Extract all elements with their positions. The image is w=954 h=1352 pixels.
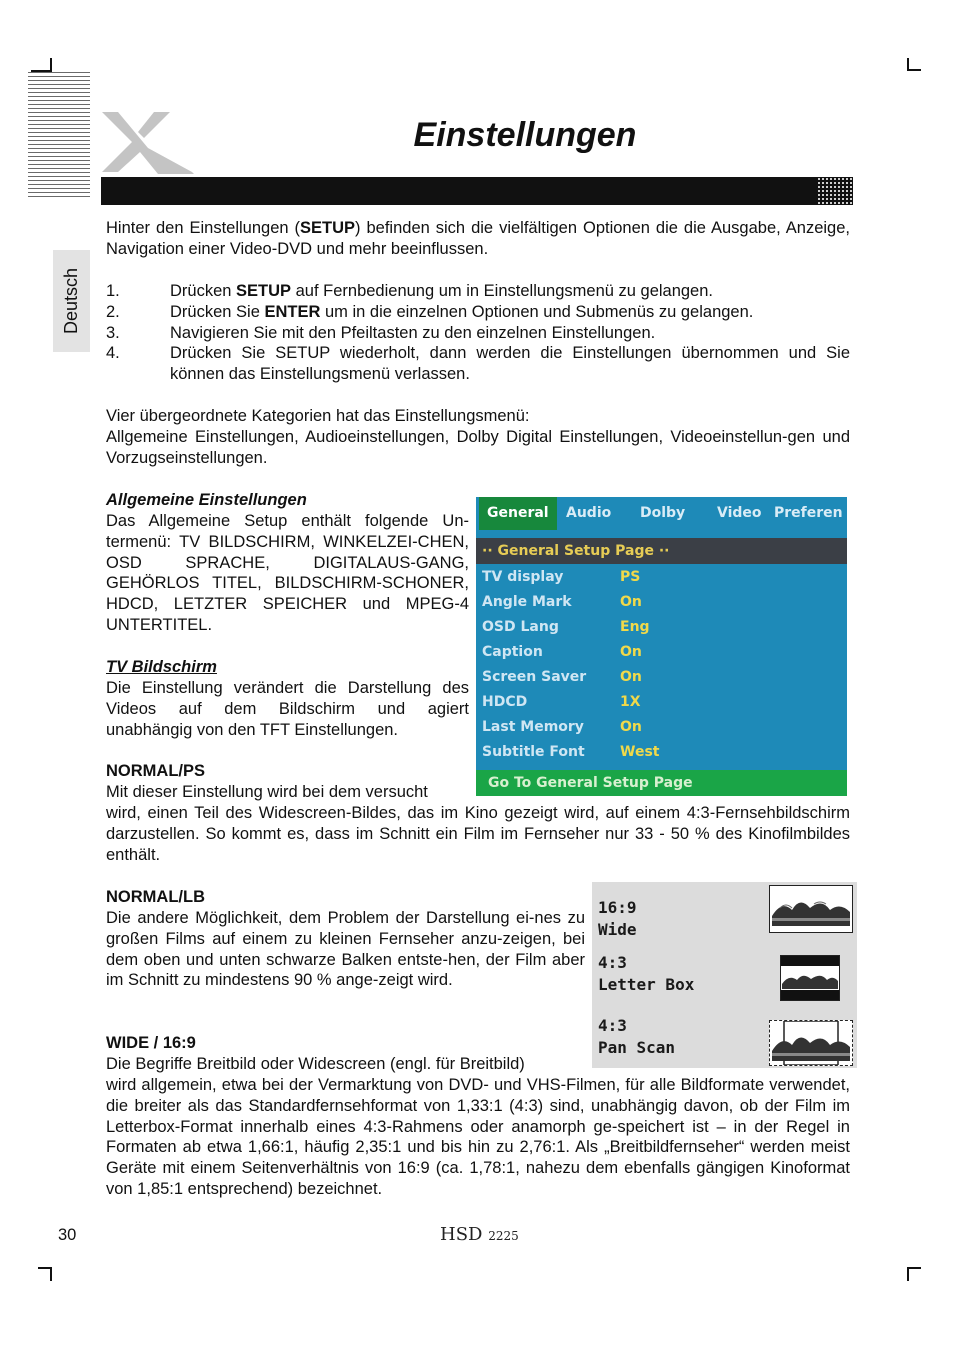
title-bar [101, 177, 853, 205]
page-title: Einstellungen [413, 116, 637, 154]
intro-setup: SETUP [300, 219, 356, 237]
wide-text-short: Die Begriffe Breitbild oder Widescreen (engl. für Breitbild) [106, 1055, 525, 1073]
menu-tab-video: Video [717, 505, 762, 521]
normal-lb-text: Die andere Möglichkeit, dem Problem der Darstellung ei-nes zu großen Films auf einem zu kleinen Fernseher anzu-zeigen, bei dem oben und unten schwarze Balken entste-hen, der Film aber im Schnitt zu mindestens 90 % ange-zeigt wird. [106, 909, 585, 990]
normal-ps-text: wird, einen Teil des Widescreen-Bildes, das im Kino gezeigt wird, auf einem 4:3-Fernsehbildschirm darzustellen. So kommt es, dass im Schnitt ein Film im Fernseher nur 33 - 50 % des Kinofilmbildes enthält. [106, 804, 850, 864]
aspect-label-wide [598, 897, 637, 941]
normal-lb-heading: NORMAL/LB [106, 888, 205, 906]
aspect-label-panscan [598, 1015, 675, 1059]
aspect-ratio: 4:3 [598, 953, 627, 972]
step-text: Navigieren Sie mit den Pfeiltasten zu den einzelnen Einstellungen. [170, 323, 656, 342]
intro-text-a: Hinter den Einstellungen ( [106, 219, 301, 237]
intro-text-b: ) befinden sich die vielfältigen Optionen die die Ausgabe, Anzeige, Navigation einer Video-DVD und mehr beeinflussen. [106, 219, 850, 258]
menu-row-value: Eng [620, 619, 650, 635]
aspect-label-letterbox [598, 952, 694, 996]
intro-paragraph [106, 218, 850, 260]
aspect-ratio: 16:9 [598, 898, 637, 917]
step-bold: ENTER [264, 302, 321, 321]
step-4 [106, 343, 850, 385]
menu-row-label: Caption [482, 644, 543, 660]
categories-intro: Vier übergeordnete Kategorien hat das Einstellungsmenü: [106, 407, 530, 425]
step-number: 1. [106, 282, 120, 300]
step-text: auf Fernbedienung um in Einstellungsmenü zu gelangen. [291, 282, 713, 300]
crop-mark-tl-v [50, 58, 52, 71]
aspect-ratio-illustration [592, 882, 857, 1068]
wide-text: wird allgemein, etwa bei der Vermarktung von DVD- und VHS-Filmen, für alle Bildformate verwendet, die breiter als das Standardfernsehformat von 1,33:1 (4:3) sind, unabhängig davon, ob der Film im Letterbox-Format innerhalb eines 4:3-Rahmens oder anamorph ge-speichert ist – in der Regel in Formaten ab etwa 1,66:1, häufig 2,35:1 und bis hin zu 2,76:1. Als „Breitbildfernseher“ werden meist Geräte mit einem Seitenverhältnis von 16:9 (ca. 1,78:1, nahezu dem ebenfalls gängigen Kinoformat von 1,85:1 entsprechend) bezeichnet. [106, 1076, 850, 1198]
aspect-name: Letter Box [598, 975, 695, 994]
brand-name: HSD [440, 1224, 483, 1245]
model-number: 2225 [488, 1229, 519, 1243]
general-text: Das Allgemeine Setup enthält folgende Un-termenü: TV BILDSCHIRM, WINKELZEI-CHEN, OSD SPRACHE, DIGITALAUS-GANG, GEHÖRLOS TITEL, BILDSCHIRM-SCHONER, HDCD, LETZTER SPEICHER und MPEG-4 UNTERTITEL. [106, 512, 469, 634]
menu-tab-audio: Audio [566, 505, 612, 521]
menu-row-label: OSD Lang [482, 619, 559, 635]
wide-heading: WIDE / 16:9 [106, 1034, 196, 1052]
step-3 [106, 323, 850, 344]
step-number: 4. [106, 344, 120, 363]
menu-row-label: Subtitle Font [482, 744, 585, 760]
crop-mark-br [907, 1267, 921, 1269]
step-text: Drücken [170, 282, 237, 300]
menu-row-label: HDCD [482, 694, 528, 710]
menu-row-value: On [620, 669, 642, 685]
menu-row-value: On [620, 644, 642, 660]
step-1 [106, 281, 850, 302]
steps-list [106, 281, 850, 385]
aspect-name: Wide [598, 920, 637, 939]
menu-row-value: 1X [620, 694, 641, 710]
step-number: 3. [106, 323, 120, 342]
tv-text: Die Einstellung verändert die Darstellung des Videos auf dem Bildschirm und agiert unabhängig von den TFT Einstellungen. [106, 679, 469, 739]
step-text: Drücken Sie SETUP wiederholt, dann werden die Einstellungen übernommen und Sie können das Einstellungsmenü verlassen. [170, 344, 850, 384]
step-text: um in die einzelnen Optionen und Submenüs zu gelangen. [320, 302, 754, 321]
decorative-stripes [28, 72, 90, 198]
language-tab [53, 250, 90, 352]
menu-tab-general: General [479, 497, 557, 530]
brand-logo [440, 1224, 519, 1245]
step-text: Drücken Sie [170, 302, 265, 321]
normal-ps-text-short: Mit dieser Einstellung wird bei dem versucht [106, 783, 428, 801]
x-logo-icon [98, 108, 198, 176]
menu-row-value: On [620, 719, 642, 735]
menu-tab-preferen: Preferen [774, 505, 843, 521]
menu-footer: Go To General Setup Page [476, 770, 847, 796]
menu-row-label: TV display [482, 569, 564, 585]
menu-row-label: Screen Saver [482, 669, 587, 685]
step-2 [106, 302, 850, 323]
aspect-ratio: 4:3 [598, 1016, 627, 1035]
panscan-thumbnail-icon [769, 1020, 853, 1066]
crop-mark-br-v [907, 1267, 909, 1281]
menu-row-label: Angle Mark [482, 594, 572, 610]
menu-row-label: Last Memory [482, 719, 584, 735]
crop-mark-tr-h [907, 69, 921, 71]
language-label: Deutsch [61, 267, 81, 335]
setup-menu-screenshot [476, 497, 847, 796]
menu-page-header: ·· General Setup Page ·· [476, 538, 847, 564]
step-number: 2. [106, 302, 120, 321]
menu-tab-bar [476, 497, 847, 535]
crop-mark-bl-v [50, 1267, 52, 1281]
aspect-name: Pan Scan [598, 1038, 676, 1057]
wide-thumbnail-icon [769, 885, 853, 933]
menu-row-value: PS [620, 569, 641, 585]
normal-ps-heading: NORMAL/PS [106, 762, 205, 780]
tv-heading: TV Bildschirm [106, 658, 217, 676]
step-bold: SETUP [236, 282, 292, 300]
bar-dot-pattern [817, 177, 853, 205]
categories-list: Allgemeine Einstellungen, Audioeinstellungen, Dolby Digital Einstellungen, Videoeinstellun-gen und Vorzugseinstellungen. [106, 428, 850, 467]
letterbox-thumbnail-icon [780, 955, 840, 1001]
menu-row-value: West [620, 744, 660, 760]
page-number: 30 [58, 1226, 77, 1244]
menu-tab-dolby: Dolby [640, 505, 686, 521]
general-heading: Allgemeine Einstellungen [106, 491, 307, 509]
menu-row-value: On [620, 594, 642, 610]
